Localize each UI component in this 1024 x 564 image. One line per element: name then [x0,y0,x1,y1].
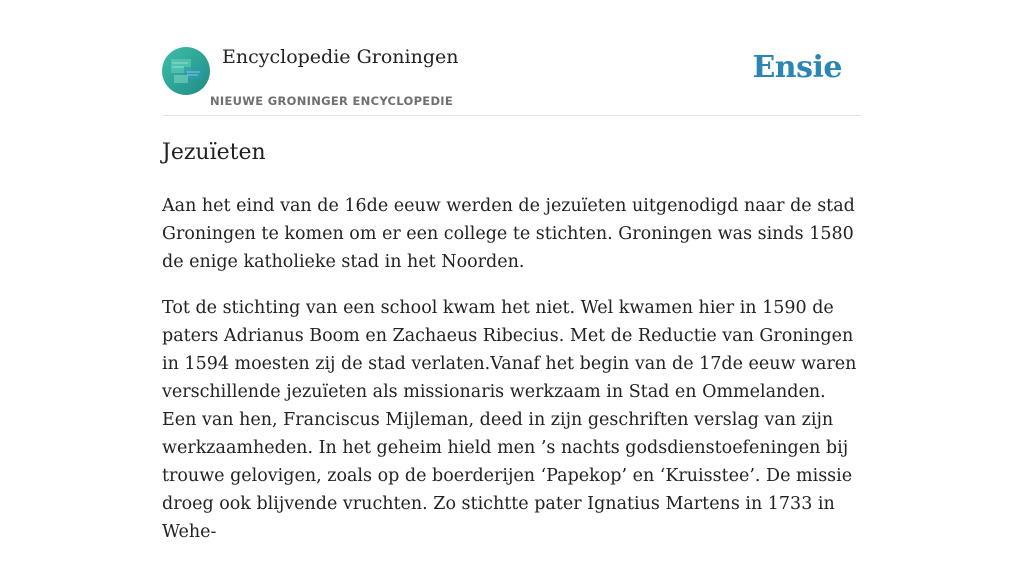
site-header [162,0,862,116]
ensie-brand-link[interactable]: Ensie [752,50,842,85]
logo-graphic [162,47,210,95]
article-paragraph: Aan het eind van de 16de eeuw werden de jezuïeten uitgenodigd naar de stad Groningen te komen om er een college te stichten. Groningen was sinds 1580 de enige katholieke stad in het Noorden. [162,196,855,272]
article-paragraph: Tot de stichting van een school kwam het niet. Wel kwamen hier in 1590 de paters Adrianus Boom en Zachaeus Ribecius. Met de Reductie van Groningen in 1594 moesten zij de stad verlaten.Vanaf het begin van de 17de eeuw waren verschillende jezuïeten als missionaris werkzaam in Stad en Ommelanden. Een van hen, Franciscus Mijleman, deed in zijn geschriften verslag van zijn werkzaamheden. In het geheim hield men ’s nachts godsdienstoefeningen bij trouwe gelovigen, zoals op de boerderijen ‘Papekop’ en ‘Kruisstee’. De missie droeg ook blijvende vruchten. Zo stichtte pater Ignatius Martens in 1733 in Wehe- [162,298,857,542]
site-title-link[interactable]: Encyclopedie Groningen [222,46,459,68]
site-subtitle: NIEUWE GRONINGER ENCYCLOPEDIE [210,94,454,108]
article-body [162,192,862,564]
site-logo-icon[interactable] [162,47,210,95]
content-container [162,0,862,542]
article-title: Jezuïeten [162,140,266,165]
